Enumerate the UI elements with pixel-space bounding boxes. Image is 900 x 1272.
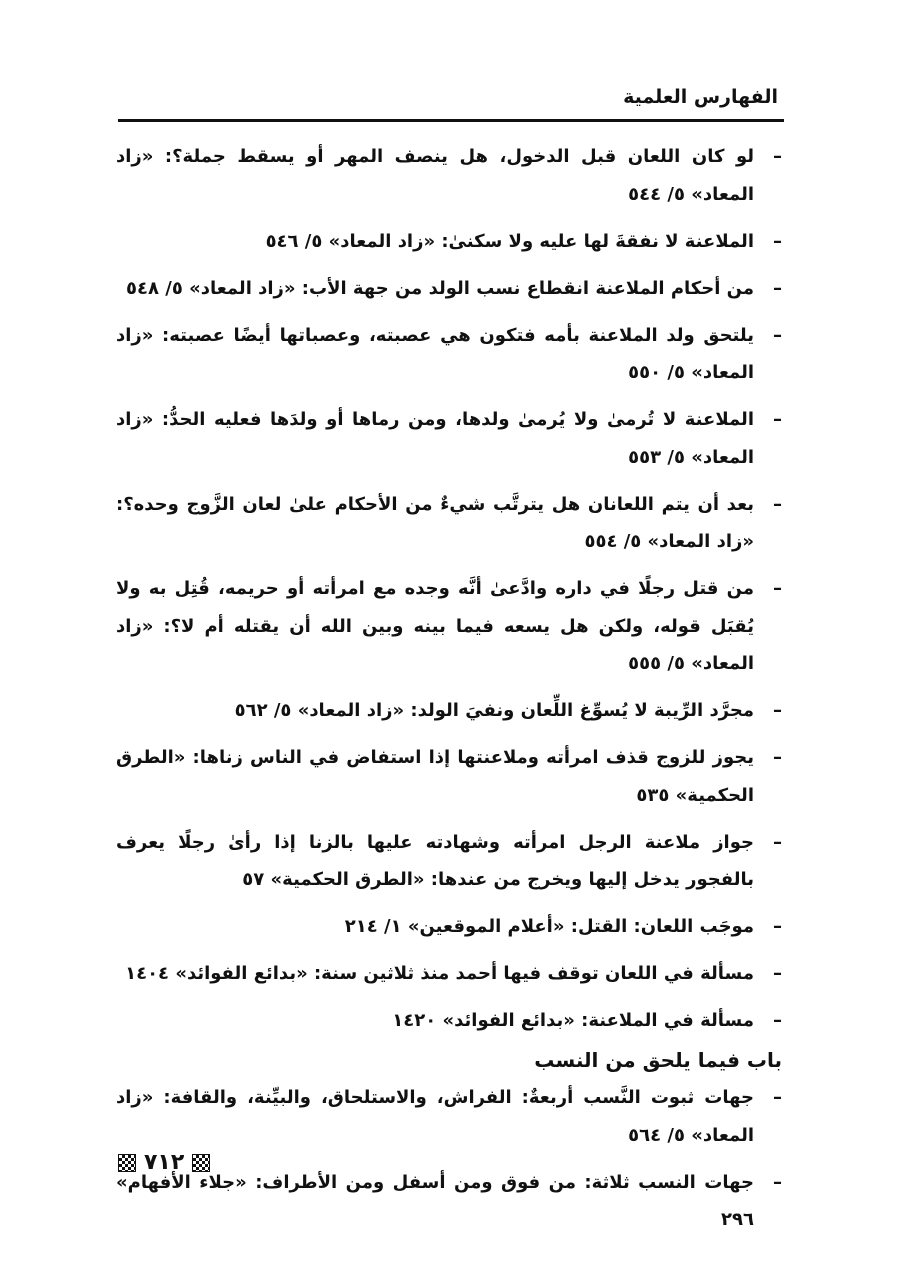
entry-dash: – [773, 146, 782, 167]
index-entry [116, 270, 782, 308]
index-entry [116, 486, 782, 561]
entry-text: جواز ملاعنة الرجل امرأته وشهادته عليها بالزنا إذا رأىٰ رجلًا يعرف بالفجور يدخل إليها ويخرج من عندها: «الطرق الحكمية» ٥٧ [116, 831, 754, 890]
entry-dash: – [773, 578, 782, 599]
entry-dash: – [773, 277, 782, 299]
checkered-ornament-icon [118, 1154, 136, 1172]
page-number: ٧١٢ [144, 1150, 185, 1175]
index-entry [116, 955, 782, 993]
running-head: الفهارس العلمية [623, 86, 778, 108]
index-entry [116, 1079, 782, 1154]
entry-dash: – [773, 963, 782, 984]
entry-text: جهات النسب ثلاثة: من فوق ومن أسفل ومن الأطراف: «جلاء الأفهام» ٢٩٦ [116, 1171, 754, 1230]
entry-text: موجَب اللعان: القتل: «أعلام الموقعين» ١/ ٢١٤ [344, 916, 754, 937]
entry-dash: – [773, 1087, 782, 1108]
entry-dash: – [773, 1010, 782, 1031]
entry-text: لو كان اللعان قبل الدخول، هل ينصف المهر أو يسقط جملة؟: «زاد المعاد» ٥/ ٥٤٤ [116, 146, 754, 205]
entry-text: يجوز للزوج قذف امرأته وملاعنتها إذا استفاض في الناس زناها: «الطرق الحكمية» ٥٣٥ [116, 747, 754, 806]
entry-dash: – [773, 230, 782, 252]
entry-dash: – [773, 409, 782, 430]
index-entry [116, 908, 782, 946]
index-entry [116, 692, 782, 730]
index-entry [116, 739, 782, 814]
entry-text: من قتل رجلًا في داره وادَّعىٰ أنَّه وجده مع امرأته أو حريمه، قُتِل به ولا يُقبَل قوله، ولكن هل يسعه فيما بينه وبين الله أن يقتله أم لا؟: «زاد المعاد» ٥/ ٥٥٥ [116, 578, 754, 674]
index-entry [116, 1002, 782, 1040]
entry-text: يلتحق ولد الملاعنة بأمه فتكون هي عصبته، وعصباتها أيضًا عصبته: «زاد المعاد» ٥/ ٥٥٠ [116, 324, 754, 383]
entry-text: جهات ثبوت النَّسب أربعةٌ: الفراش، والاستلحاق، والبيِّنة، والقافة: «زاد المعاد» ٥/ ٥٦٤ [116, 1087, 754, 1146]
page-footer [118, 1150, 210, 1175]
entry-dash: – [773, 831, 782, 853]
entry-text: مجرَّد الرِّيبة لا يُسوِّغ اللِّعان ونفيَ الولد: «زاد المعاد» ٥/ ٥٦٢ [234, 700, 754, 721]
entry-dash: – [773, 324, 782, 346]
index-entry [116, 138, 782, 213]
entry-text: بعد أن يتم اللعانان هل يترتَّب شيءٌ من الأحكام علىٰ لعان الزَّوج وحده؟: «زاد المعاد» ٥/ ٥٥٤ [116, 493, 754, 552]
index-entry [116, 570, 782, 683]
section-heading: باب فيما يلحق من النسب [534, 1048, 782, 1072]
entry-dash: – [773, 747, 782, 768]
entry-text: مسألة في الملاعنة: «بدائع الفوائد» ١٤٢٠ [392, 1010, 754, 1031]
index-entry [116, 223, 782, 261]
index-list [116, 138, 782, 1248]
index-entry [116, 1164, 782, 1239]
entry-dash: – [773, 700, 782, 721]
checkered-ornament-icon [192, 1154, 210, 1172]
entry-dash: – [773, 916, 782, 937]
entry-text: الملاعنة لا تُرمىٰ ولا يُرمىٰ ولدها، ومن رماها أو ولدَها فعليه الحدُّ: «زاد المعاد» ٥/ ٥٥٣ [116, 409, 754, 468]
entry-text: مسألة في اللعان توقف فيها أحمد منذ ثلاثين سنة: «بدائع الفوائد» ١٤٠٤ [125, 963, 754, 984]
entry-dash: – [773, 493, 782, 515]
index-entry [116, 317, 782, 392]
entry-text: من أحكام الملاعنة انقطاع نسب الولد من جهة الأب: «زاد المعاد» ٥/ ٥٤٨ [126, 277, 754, 299]
entry-dash: – [773, 1171, 782, 1193]
index-entry [116, 824, 782, 899]
index-entry [116, 401, 782, 476]
header-rule [118, 119, 784, 122]
entry-text: الملاعنة لا نفقةَ لها عليه ولا سكنىٰ: «زاد المعاد» ٥/ ٥٤٦ [265, 230, 754, 252]
